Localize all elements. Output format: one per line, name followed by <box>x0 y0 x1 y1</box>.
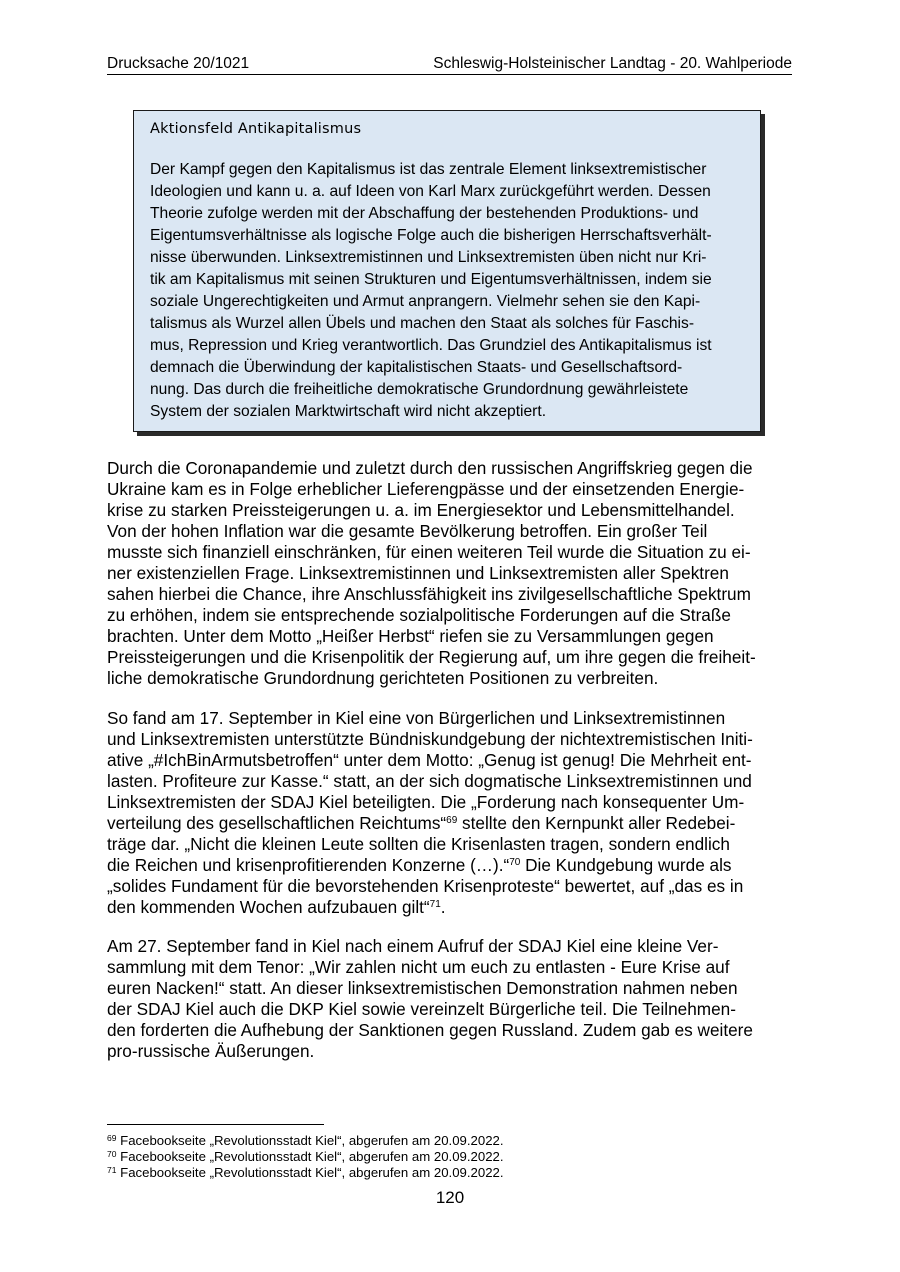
text-line: mus, Repression und Krieg verantwortlich. Das Grundziel des Antikapitalismus ist <box>150 337 712 354</box>
text-line: brachten. Unter dem Motto „Heißer Herbst“ riefen sie zu Versammlungen gegen <box>107 626 714 646</box>
text-line <box>107 813 797 834</box>
footnote-number: 71 <box>107 1165 117 1175</box>
text-line: Der Kampf gegen den Kapitalismus ist das zentrale Element linksextremistischer <box>150 161 707 178</box>
footnote-ref-70[interactable]: 70 <box>509 857 521 868</box>
text-line: Am 27. September fand in Kiel nach einem Aufruf der SDAJ Kiel eine kleine Ver- <box>107 936 719 956</box>
footnote-divider <box>107 1124 324 1125</box>
text-fragment: stellte den Kernpunkt aller Redebei- <box>457 813 736 833</box>
paragraph-2 <box>107 708 797 918</box>
text-line: „solides Fundament für die bevorstehenden Krisenproteste“ bewertet, auf „das es in <box>107 876 744 896</box>
text-fragment: den kommenden Wochen aufzubauen gilt“ <box>107 897 430 917</box>
footnote-70 <box>107 1149 504 1165</box>
text-line: Eigentumsverhältnisse als logische Folge auch die bisherigen Herrschaftsverhält- <box>150 227 712 244</box>
text-line: musste sich finanziell einschränken, für einen weiteren Teil wurde die Situation zu ei- <box>107 542 751 562</box>
text-line: krise zu starken Preissteigerungen u. a. im Energiesektor und Lebensmittelhandel. <box>107 500 735 520</box>
text-line: soziale Ungerechtigkeiten und Armut anprangern. Vielmehr sehen sie den Kapi- <box>150 293 701 310</box>
text-line: Von der hohen Inflation war die gesamte Bevölkerung betroffen. Ein großer Teil <box>107 521 708 541</box>
text-line: den forderten die Aufhebung der Sanktionen gegen Russland. Zudem gab es weitere <box>107 1020 753 1040</box>
text-line: liche demokratische Grundordnung gerichteten Positionen zu verbreiten. <box>107 668 659 688</box>
page-number: 120 <box>435 1188 465 1207</box>
text-line: ner existenziellen Frage. Linksextremistinnen und Linksextremisten aller Spektren <box>107 563 729 583</box>
footnote-69 <box>107 1133 504 1149</box>
page-header <box>107 55 792 75</box>
info-box-title: Aktionsfeld Antikapitalismus <box>150 121 362 137</box>
text-fragment: Die Kundgebung wurde als <box>520 855 732 875</box>
text-line: Ideologien und kann u. a. auf Ideen von Karl Marx zurückgeführt werden. Dessen <box>150 183 711 200</box>
text-line: Theorie zufolge werden mit der Abschaffung der bestehenden Produktions- und <box>150 205 699 222</box>
info-box <box>133 110 761 432</box>
text-line: sammlung mit dem Tenor: „Wir zahlen nicht um euch zu entlasten - Eure Krise auf <box>107 957 730 977</box>
footnote-ref-71[interactable]: 71 <box>429 899 441 910</box>
text-line: nung. Das durch die freiheitliche demokratische Grundordnung gewährleistete <box>150 381 689 398</box>
document-number: Drucksache 20/1021 <box>107 55 250 72</box>
text-line: träge dar. „Nicht die kleinen Leute sollten die Krisenlasten tragen, sondern endlich <box>107 834 730 854</box>
parliament-title: Schleswig-Holsteinischer Landtag - 20. Wahlperiode <box>433 55 792 72</box>
footnote-ref-69[interactable]: 69 <box>446 815 458 826</box>
text-line: zu erhöhen, indem sie entsprechende sozialpolitische Forderungen auf die Straße <box>107 605 731 625</box>
text-line <box>107 855 797 876</box>
text-line: ative „#IchBinArmutsbetroffen“ unter dem Motto: „Genug ist genug! Die Mehrheit ent- <box>107 750 752 770</box>
text-line: talismus als Wurzel allen Übels und machen den Staat als solches für Faschis- <box>150 315 695 332</box>
text-line: lasten. Profiteure zur Kasse.“ statt, an der sich dogmatische Linksextremistinnen und <box>107 771 752 791</box>
text-line: tik am Kapitalismus mit seinen Strukturen und Eigentumsverhältnissen, indem sie <box>150 271 712 288</box>
text-line: Durch die Coronapandemie und zuletzt durch den russischen Angriffskrieg gegen die <box>107 458 753 478</box>
text-line: euren Nacken!“ statt. An dieser linksextremistischen Demonstration nahmen neben <box>107 978 738 998</box>
footnote-number: 69 <box>107 1133 117 1143</box>
footnote-71 <box>107 1165 504 1181</box>
footnote-text: Facebookseite „Revolutionsstadt Kiel“, abgerufen am 20.09.2022. <box>116 1165 504 1180</box>
text-line: und Linksextremisten unterstützte Bündniskundgebung der nichtextremistischen Initi- <box>107 729 753 749</box>
text-line: der SDAJ Kiel auch die DKP Kiel sowie vereinzelt Bürgerliche teil. Die Teilnehmen- <box>107 999 736 1019</box>
footnote-number: 70 <box>107 1149 117 1159</box>
text-line: pro-russische Äußerungen. <box>107 1041 315 1061</box>
text-line <box>107 897 797 918</box>
text-fragment: die Reichen und krisenprofitierenden Konzerne (…).“ <box>107 855 510 875</box>
footnotes <box>107 1133 504 1181</box>
text-line: System der sozialen Marktwirtschaft wird nicht akzeptiert. <box>150 403 547 420</box>
text-line: Preissteigerungen und die Krisenpolitik der Regierung auf, um ihre gegen die freiheit- <box>107 647 756 667</box>
paragraph-1 <box>107 458 797 689</box>
text-line: sahen hierbei die Chance, ihre Anschlussfähigkeit ins zivilgesellschaftliche Spektrum <box>107 584 751 604</box>
text-line: demnach die Überwindung der kapitalistischen Staats- und Gesellschaftsord- <box>150 359 683 376</box>
text-line: Ukraine kam es in Folge erheblicher Lieferengpässe und der einsetzenden Energie- <box>107 479 745 499</box>
info-box-text <box>150 159 744 423</box>
paragraph-3 <box>107 936 797 1062</box>
text-fragment: . <box>440 897 446 917</box>
footnote-text: Facebookseite „Revolutionsstadt Kiel“, abgerufen am 20.09.2022. <box>116 1133 504 1148</box>
text-line: So fand am 17. September in Kiel eine von Bürgerlichen und Linksextremistinnen <box>107 708 726 728</box>
text-line: nisse überwunden. Linksextremistinnen und Linksextremisten üben nicht nur Kri- <box>150 249 707 266</box>
text-line: Linksextremisten der SDAJ Kiel beteiligten. Die „Forderung nach konsequenter Um- <box>107 792 745 812</box>
footnote-text: Facebookseite „Revolutionsstadt Kiel“, abgerufen am 20.09.2022. <box>116 1149 504 1164</box>
text-fragment: verteilung des gesellschaftlichen Reichtums“ <box>107 813 447 833</box>
